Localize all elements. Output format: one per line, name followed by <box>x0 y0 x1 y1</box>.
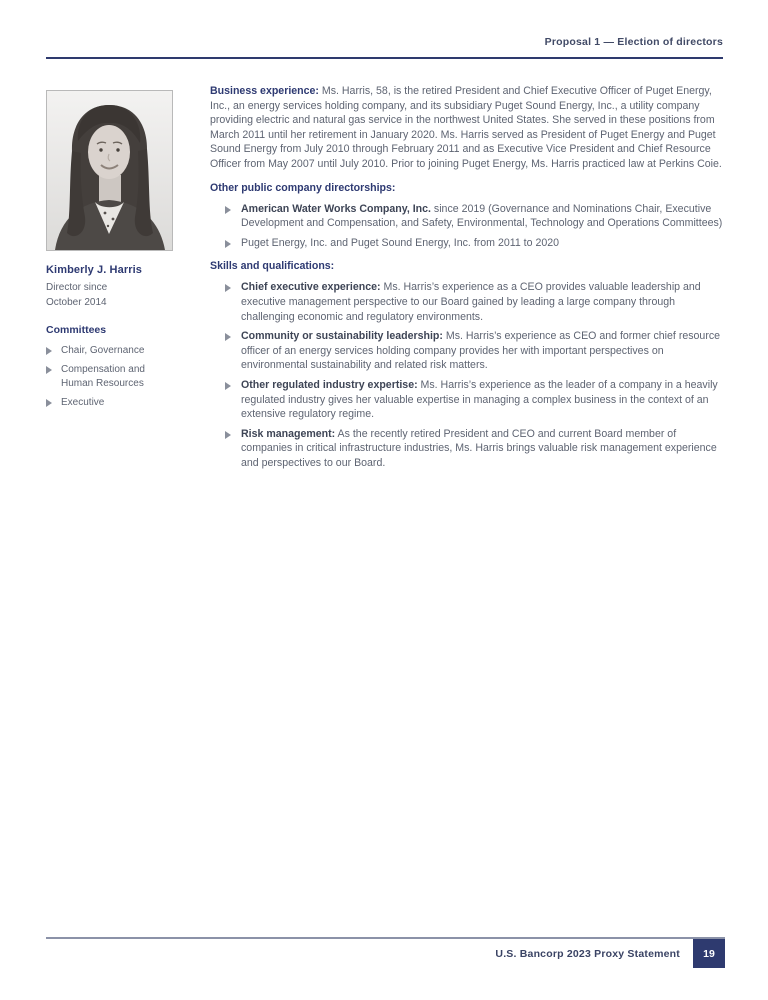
directorship-item <box>210 236 724 251</box>
bullet-triangle-icon <box>225 382 231 390</box>
committee-label: Compensation and Human Resources <box>61 364 145 389</box>
director-name: Kimberly J. Harris <box>46 264 142 276</box>
committee-list <box>46 344 178 410</box>
director-photo <box>46 90 173 251</box>
committee-label: Chair, Governance <box>61 345 145 356</box>
portrait-illustration <box>47 91 172 250</box>
directorships-heading: Other public company directorships: <box>210 181 396 194</box>
bullet-triangle-icon <box>225 333 231 341</box>
bullet-triangle-icon <box>46 347 52 355</box>
page-footer <box>46 937 725 968</box>
directorship-detail: since 2019 (Governance and Nominations Chair, Executive Development and Compensation, and Safety, Environmental, Technology and Operations Committees) <box>241 202 723 230</box>
skill-item <box>210 427 724 471</box>
committee-label: Executive <box>61 397 105 408</box>
bullet-triangle-icon <box>225 284 231 292</box>
skill-text: Ms. Harris’s experience as the leader of a company in a heavily regulated industry gives her valuable expertise in managing a complex business in the context of an extensive regulatory regime. <box>241 378 718 421</box>
footer-document-title: U.S. Bancorp 2023 Proxy Statement <box>495 947 680 960</box>
committees-heading: Committees <box>46 324 107 336</box>
business-experience-label: Business experience: <box>210 85 319 97</box>
skill-label: Community or sustainability leadership: <box>241 330 443 343</box>
skill-label: Other regulated industry expertise: <box>241 378 418 391</box>
committee-item <box>46 396 178 410</box>
skill-text: As the recently retired President and CEO and current Board member of companies in critical infrastructure industries, Ms. Harris brings valuable risk management experience and perspectives to our Board. <box>241 427 717 469</box>
skill-text: Ms. Harris’s experience as CEO and former chief resource officer of an energy services holding company provides her with important perspectives on environmental sustainability and related risk matters. <box>241 330 721 372</box>
skill-label: Chief executive experience: <box>241 281 381 294</box>
page-header-title: Proposal 1 — Election of directors <box>544 36 723 48</box>
bullet-triangle-icon <box>225 206 231 214</box>
skill-text: Ms. Harris’s experience as a CEO provides valuable leadership and executive management perspective to our Board gained by leading a large company through challenging economic and regulatory environments. <box>241 281 701 323</box>
header-rule <box>46 57 723 59</box>
tenure-line-2: October 2014 <box>46 297 107 308</box>
directorship-item <box>210 202 724 231</box>
skill-item <box>210 378 724 422</box>
skills-heading: Skills and qualifications: <box>210 260 335 273</box>
director-bio <box>210 84 724 475</box>
director-tenure <box>46 280 178 310</box>
committee-item <box>46 363 178 391</box>
directorship-company: American Water Works Company, Inc. <box>241 202 431 215</box>
business-experience-text: Ms. Harris, 58, is the retired President and Chief Executive Officer of Puget Energy, Inc., an energy services holding company, and its subsidiary Puget Sound Energy, Inc., a utility company providing electric and natural gas service in the northwest United States. She served in these positions from March 2011 until her retirement in January 2020. Ms. Harris served as President of Puget Energy and Puget Sound Energy from July 2010 through February 2011 and as Executive Vice President and Chief Resource Officer from May 2007 until July 2010. Prior to joining Puget Energy, Ms. Harris practiced law at Perkins Coie. <box>210 85 722 170</box>
skills-list <box>210 280 724 470</box>
tenure-line-1: Director since <box>46 282 108 293</box>
directorship-detail: Puget Energy, Inc. and Puget Sound Energy, Inc. from 2011 to 2020 <box>241 236 560 249</box>
bullet-triangle-icon <box>46 366 52 374</box>
bullet-triangle-icon <box>225 240 231 248</box>
skill-item <box>210 329 724 373</box>
directorships-list <box>210 202 724 251</box>
business-experience-paragraph <box>210 84 724 172</box>
bullet-triangle-icon <box>225 431 231 439</box>
skill-item <box>210 280 724 324</box>
bullet-triangle-icon <box>46 399 52 407</box>
page-number-badge: 19 <box>693 939 725 968</box>
director-sidebar <box>46 90 178 415</box>
committee-item <box>46 344 178 358</box>
skill-label: Risk management: <box>241 427 336 440</box>
